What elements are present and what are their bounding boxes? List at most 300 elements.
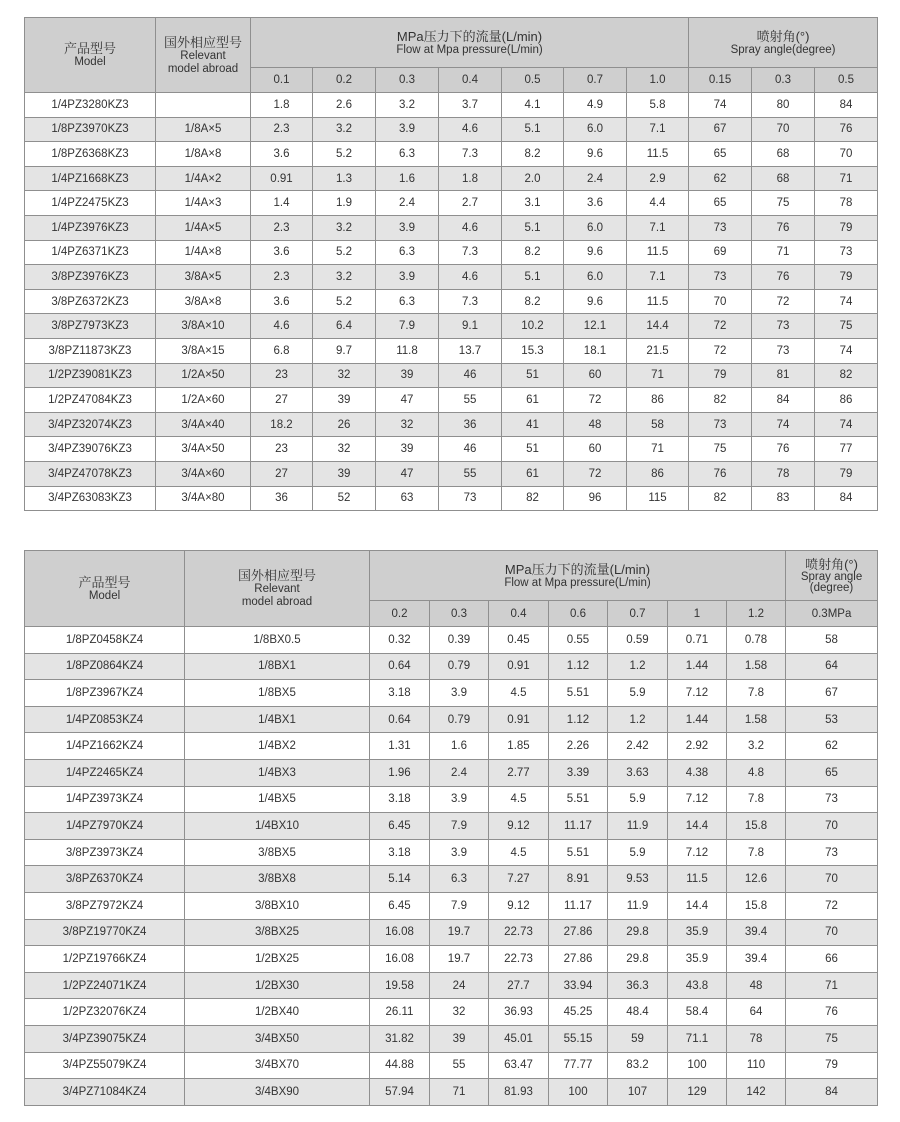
value-cell: 8.2	[502, 289, 564, 314]
model-cell: 3/4PZ55079KZ4	[25, 1052, 185, 1079]
value-cell: 0.71	[668, 627, 727, 654]
value-cell: 71	[430, 1079, 489, 1106]
angle-pressure-header: 0.3MPa	[786, 601, 878, 627]
value-cell: 83	[752, 486, 815, 511]
model-cell: 3/8PZ6370KZ4	[25, 866, 185, 893]
value-cell: 2.4	[564, 166, 627, 191]
value-cell: 7.12	[668, 680, 727, 707]
value-cell: 24	[430, 972, 489, 999]
value-cell: 65	[689, 191, 752, 216]
value-cell: 3.2	[313, 117, 376, 142]
value-cell: 7.9	[430, 813, 489, 840]
value-cell: 26	[313, 412, 376, 437]
value-cell: 63	[376, 486, 439, 511]
table-row	[25, 240, 878, 265]
value-cell: 0.79	[430, 653, 489, 680]
value-cell: 11.9	[608, 892, 668, 919]
value-cell: 1.31	[370, 733, 430, 760]
table-row	[25, 1025, 878, 1052]
value-cell: 36	[251, 486, 313, 511]
value-cell: 6.3	[430, 866, 489, 893]
value-cell: 7.8	[727, 786, 786, 813]
value-cell: 44.88	[370, 1052, 430, 1079]
table-row	[25, 1052, 878, 1079]
value-cell: 23	[251, 363, 313, 388]
value-cell: 71	[752, 240, 815, 265]
value-cell: 9.12	[489, 813, 549, 840]
value-cell: 31.82	[370, 1025, 430, 1052]
value-cell: 1.3	[313, 166, 376, 191]
value-cell: 2.4	[430, 759, 489, 786]
value-cell: 142	[727, 1079, 786, 1106]
value-cell: 2.0	[502, 166, 564, 191]
value-cell: 4.5	[489, 786, 549, 813]
value-cell: 3.1	[502, 191, 564, 216]
table-row	[25, 191, 878, 216]
model-cell: 3/4PZ71084KZ4	[25, 1079, 185, 1106]
value-cell: 60	[564, 363, 627, 388]
model-cell: 3/4PZ47078KZ3	[25, 461, 156, 486]
pressure-header: 0.1	[251, 68, 313, 93]
value-cell: 9.1	[439, 314, 502, 339]
value-cell: 79	[815, 265, 878, 290]
value-cell: 83.2	[608, 1052, 668, 1079]
value-cell: 79	[786, 1052, 878, 1079]
abroad-model-cell: 3/4A×40	[156, 412, 251, 437]
abroad-model-cell: 1/8BX1	[185, 653, 370, 680]
value-cell: 67	[689, 117, 752, 142]
value-cell: 73	[752, 338, 815, 363]
value-cell: 71.1	[668, 1025, 727, 1052]
table-row	[25, 486, 878, 511]
angle-pressure-header: 0.3	[752, 68, 815, 93]
table-row	[25, 412, 878, 437]
value-cell: 78	[752, 461, 815, 486]
value-cell: 70	[786, 813, 878, 840]
value-cell: 39	[430, 1025, 489, 1052]
value-cell: 86	[627, 388, 689, 413]
value-cell: 7.1	[627, 117, 689, 142]
model-cell: 1/4PZ0853KZ4	[25, 706, 185, 733]
value-cell: 27.7	[489, 972, 549, 999]
value-cell: 4.38	[668, 759, 727, 786]
value-cell: 73	[689, 215, 752, 240]
value-cell: 36.3	[608, 972, 668, 999]
value-cell: 48	[727, 972, 786, 999]
value-cell: 19.58	[370, 972, 430, 999]
pressure-header: 0.4	[439, 68, 502, 93]
value-cell: 76	[815, 117, 878, 142]
table-row	[25, 289, 878, 314]
value-cell: 26.11	[370, 999, 430, 1026]
value-cell: 1.58	[727, 706, 786, 733]
value-cell: 46	[439, 437, 502, 462]
value-cell: 32	[313, 437, 376, 462]
value-cell: 3.6	[251, 142, 313, 167]
flow-header: MPa压力下的流量(L/min) Flow at Mpa pressure(L/min)	[370, 551, 786, 601]
value-cell: 16.08	[370, 919, 430, 946]
value-cell: 55	[439, 388, 502, 413]
value-cell: 71	[786, 972, 878, 999]
abroad-model-cell: 3/8BX10	[185, 892, 370, 919]
pressure-header: 0.4	[489, 601, 549, 627]
model-cell: 1/2PZ39081KZ3	[25, 363, 156, 388]
value-cell: 32	[313, 363, 376, 388]
value-cell: 2.3	[251, 215, 313, 240]
value-cell: 7.9	[376, 314, 439, 339]
abroad-model-cell: 1/8BX0.5	[185, 627, 370, 654]
value-cell: 100	[549, 1079, 608, 1106]
abroad-model-cell: 3/8BX5	[185, 839, 370, 866]
abroad-model-cell: 1/2BX40	[185, 999, 370, 1026]
model-cell: 1/4PZ1668KZ3	[25, 166, 156, 191]
model-cell: 3/8PZ7973KZ3	[25, 314, 156, 339]
value-cell: 33.94	[549, 972, 608, 999]
value-cell: 79	[689, 363, 752, 388]
value-cell: 5.51	[549, 680, 608, 707]
value-cell: 23	[251, 437, 313, 462]
table-row	[25, 1079, 878, 1106]
value-cell: 59	[608, 1025, 668, 1052]
value-cell: 11.17	[549, 892, 608, 919]
value-cell: 5.14	[370, 866, 430, 893]
value-cell: 1.2	[608, 653, 668, 680]
value-cell: 70	[786, 866, 878, 893]
value-cell: 1.9	[313, 191, 376, 216]
value-cell: 1.6	[376, 166, 439, 191]
value-cell: 100	[668, 1052, 727, 1079]
value-cell: 27	[251, 388, 313, 413]
value-cell: 39	[313, 388, 376, 413]
value-cell: 72	[564, 461, 627, 486]
value-cell: 115	[627, 486, 689, 511]
abroad-model-cell: 3/4A×60	[156, 461, 251, 486]
model-cell: 3/8PZ11873KZ3	[25, 338, 156, 363]
table-row	[25, 839, 878, 866]
value-cell: 82	[502, 486, 564, 511]
pressure-header: 0.7	[608, 601, 668, 627]
table-row	[25, 93, 878, 118]
value-cell: 72	[689, 338, 752, 363]
value-cell: 1.4	[251, 191, 313, 216]
value-cell: 3.7	[439, 93, 502, 118]
model-cell: 3/8PZ19770KZ4	[25, 919, 185, 946]
value-cell: 53	[786, 706, 878, 733]
value-cell: 48.4	[608, 999, 668, 1026]
value-cell: 76	[752, 215, 815, 240]
value-cell: 68	[752, 142, 815, 167]
abroad-model-cell: 3/4BX90	[185, 1079, 370, 1106]
value-cell: 73	[689, 265, 752, 290]
pressure-header: 0.3	[376, 68, 439, 93]
value-cell: 4.5	[489, 680, 549, 707]
value-cell: 82	[815, 363, 878, 388]
model-cell: 1/2PZ47084KZ3	[25, 388, 156, 413]
abroad-model-cell: 1/4BX5	[185, 786, 370, 813]
value-cell: 7.3	[439, 142, 502, 167]
table-row	[25, 461, 878, 486]
value-cell: 11.5	[627, 240, 689, 265]
value-cell: 7.8	[727, 680, 786, 707]
value-cell: 55.15	[549, 1025, 608, 1052]
model-cell: 1/8PZ6368KZ3	[25, 142, 156, 167]
value-cell: 1.85	[489, 733, 549, 760]
value-cell: 18.1	[564, 338, 627, 363]
value-cell: 1.96	[370, 759, 430, 786]
value-cell: 72	[564, 388, 627, 413]
value-cell: 0.64	[370, 653, 430, 680]
value-cell: 4.5	[489, 839, 549, 866]
model-cell: 1/8PZ3970KZ3	[25, 117, 156, 142]
pressure-header: 1.0	[627, 68, 689, 93]
abroad-model-cell: 1/2BX25	[185, 946, 370, 973]
value-cell: 74	[815, 412, 878, 437]
value-cell: 16.08	[370, 946, 430, 973]
flow-header: MPa压力下的流量(L/min) Flow at Mpa pressure(L/min)	[251, 18, 689, 68]
table-row	[25, 892, 878, 919]
abroad-model-cell: 3/4BX50	[185, 1025, 370, 1052]
value-cell: 12.6	[727, 866, 786, 893]
pressure-header: 1	[668, 601, 727, 627]
value-cell: 78	[815, 191, 878, 216]
value-cell: 1.6	[430, 733, 489, 760]
value-cell: 2.42	[608, 733, 668, 760]
value-cell: 27.86	[549, 946, 608, 973]
abroad-model-cell	[156, 93, 251, 118]
value-cell: 6.3	[376, 240, 439, 265]
value-cell: 1.8	[439, 166, 502, 191]
table-row	[25, 363, 878, 388]
value-cell: 14.4	[668, 892, 727, 919]
value-cell: 0.45	[489, 627, 549, 654]
value-cell: 73	[786, 839, 878, 866]
value-cell: 13.7	[439, 338, 502, 363]
value-cell: 73	[786, 786, 878, 813]
value-cell: 0.55	[549, 627, 608, 654]
value-cell: 0.91	[251, 166, 313, 191]
value-cell: 75	[752, 191, 815, 216]
abroad-model-cell: 3/8A×15	[156, 338, 251, 363]
value-cell: 70	[815, 142, 878, 167]
value-cell: 69	[689, 240, 752, 265]
model-cell: 3/4PZ32074KZ3	[25, 412, 156, 437]
abroad-model-cell: 1/4A×8	[156, 240, 251, 265]
table-row	[25, 999, 878, 1026]
value-cell: 73	[752, 314, 815, 339]
value-cell: 0.91	[489, 706, 549, 733]
value-cell: 81	[752, 363, 815, 388]
value-cell: 1.8	[251, 93, 313, 118]
value-cell: 57.94	[370, 1079, 430, 1106]
value-cell: 6.0	[564, 117, 627, 142]
model-cell: 3/4PZ39075KZ4	[25, 1025, 185, 1052]
value-cell: 5.9	[608, 786, 668, 813]
value-cell: 76	[786, 999, 878, 1026]
value-cell: 80	[752, 93, 815, 118]
value-cell: 0.91	[489, 653, 549, 680]
value-cell: 5.2	[313, 289, 376, 314]
value-cell: 65	[786, 759, 878, 786]
value-cell: 4.9	[564, 93, 627, 118]
abroad-model-cell: 3/8A×10	[156, 314, 251, 339]
value-cell: 10.2	[502, 314, 564, 339]
abroad-model-cell: 3/8A×8	[156, 289, 251, 314]
value-cell: 0.59	[608, 627, 668, 654]
model-cell: 3/8PZ3973KZ4	[25, 839, 185, 866]
value-cell: 58.4	[668, 999, 727, 1026]
table-row	[25, 972, 878, 999]
abroad-model-cell: 1/4A×3	[156, 191, 251, 216]
model-cell: 1/4PZ2475KZ3	[25, 191, 156, 216]
abroad-model-cell: 1/8A×5	[156, 117, 251, 142]
value-cell: 2.77	[489, 759, 549, 786]
value-cell: 7.3	[439, 240, 502, 265]
value-cell: 3.18	[370, 786, 430, 813]
value-cell: 39	[376, 363, 439, 388]
table-row	[25, 653, 878, 680]
value-cell: 76	[689, 461, 752, 486]
value-cell: 3.2	[376, 93, 439, 118]
value-cell: 39	[313, 461, 376, 486]
model-cell: 3/8PZ6372KZ3	[25, 289, 156, 314]
value-cell: 9.6	[564, 240, 627, 265]
value-cell: 51	[502, 437, 564, 462]
value-cell: 15.3	[502, 338, 564, 363]
value-cell: 55	[439, 461, 502, 486]
value-cell: 6.3	[376, 142, 439, 167]
value-cell: 39	[376, 437, 439, 462]
value-cell: 19.7	[430, 919, 489, 946]
value-cell: 9.7	[313, 338, 376, 363]
value-cell: 60	[564, 437, 627, 462]
value-cell: 5.2	[313, 142, 376, 167]
abroad-model-cell: 3/8BX8	[185, 866, 370, 893]
value-cell: 77.77	[549, 1052, 608, 1079]
value-cell: 7.27	[489, 866, 549, 893]
model-cell: 1/8PZ0864KZ4	[25, 653, 185, 680]
value-cell: 3.6	[251, 289, 313, 314]
value-cell: 79	[815, 461, 878, 486]
value-cell: 11.8	[376, 338, 439, 363]
pressure-header: 0.7	[564, 68, 627, 93]
value-cell: 1.12	[549, 706, 608, 733]
value-cell: 3.2	[313, 215, 376, 240]
value-cell: 2.3	[251, 265, 313, 290]
value-cell: 5.9	[608, 680, 668, 707]
value-cell: 22.73	[489, 946, 549, 973]
model-cell: 1/8PZ3967KZ4	[25, 680, 185, 707]
value-cell: 65	[689, 142, 752, 167]
value-cell: 5.1	[502, 215, 564, 240]
abroad-model-cell: 3/4A×50	[156, 437, 251, 462]
value-cell: 27	[251, 461, 313, 486]
value-cell: 3.9	[430, 839, 489, 866]
table-row	[25, 437, 878, 462]
table-row	[25, 314, 878, 339]
value-cell: 55	[430, 1052, 489, 1079]
value-cell: 5.1	[502, 117, 564, 142]
value-cell: 4.6	[439, 265, 502, 290]
value-cell: 3.9	[376, 265, 439, 290]
value-cell: 1.44	[668, 706, 727, 733]
value-cell: 19.7	[430, 946, 489, 973]
value-cell: 73	[815, 240, 878, 265]
value-cell: 84	[786, 1079, 878, 1106]
value-cell: 5.8	[627, 93, 689, 118]
value-cell: 1.44	[668, 653, 727, 680]
model-cell: 1/4PZ7970KZ4	[25, 813, 185, 840]
value-cell: 0.79	[430, 706, 489, 733]
value-cell: 71	[815, 166, 878, 191]
abroad-model-cell: 1/2A×60	[156, 388, 251, 413]
value-cell: 32	[376, 412, 439, 437]
value-cell: 4.1	[502, 93, 564, 118]
value-cell: 6.4	[313, 314, 376, 339]
value-cell: 11.5	[627, 142, 689, 167]
model-cell: 1/2PZ32076KZ4	[25, 999, 185, 1026]
value-cell: 67	[786, 680, 878, 707]
abroad-model-cell: 1/4A×5	[156, 215, 251, 240]
value-cell: 3.63	[608, 759, 668, 786]
value-cell: 15.8	[727, 892, 786, 919]
model-cell: 1/8PZ0458KZ4	[25, 627, 185, 654]
value-cell: 2.9	[627, 166, 689, 191]
value-cell: 70	[689, 289, 752, 314]
angle-pressure-header: 0.15	[689, 68, 752, 93]
value-cell: 11.5	[668, 866, 727, 893]
value-cell: 74	[815, 338, 878, 363]
value-cell: 39.4	[727, 946, 786, 973]
value-cell: 4.6	[439, 117, 502, 142]
value-cell: 129	[668, 1079, 727, 1106]
value-cell: 78	[727, 1025, 786, 1052]
angle-pressure-header: 0.5	[815, 68, 878, 93]
value-cell: 47	[376, 461, 439, 486]
abroad-model-cell: 1/8A×8	[156, 142, 251, 167]
spray-angle-header: 喷射角(°) Spray angle(degree)	[689, 18, 878, 68]
table-row	[25, 142, 878, 167]
value-cell: 2.92	[668, 733, 727, 760]
value-cell: 72	[689, 314, 752, 339]
table-row	[25, 946, 878, 973]
value-cell: 12.1	[564, 314, 627, 339]
value-cell: 46	[439, 363, 502, 388]
value-cell: 8.91	[549, 866, 608, 893]
abroad-model-cell: 3/8BX25	[185, 919, 370, 946]
nozzle-spec-table-kz4	[24, 550, 878, 1106]
table-row	[25, 919, 878, 946]
value-cell: 64	[786, 653, 878, 680]
value-cell: 6.3	[376, 289, 439, 314]
abroad-model-cell: 3/8A×5	[156, 265, 251, 290]
pressure-header: 0.3	[430, 601, 489, 627]
value-cell: 1.12	[549, 653, 608, 680]
value-cell: 8.2	[502, 142, 564, 167]
value-cell: 4.8	[727, 759, 786, 786]
table-row	[25, 706, 878, 733]
abroad-model-cell: 1/4BX2	[185, 733, 370, 760]
table-row	[25, 733, 878, 760]
value-cell: 75	[689, 437, 752, 462]
value-cell: 9.6	[564, 142, 627, 167]
value-cell: 3.39	[549, 759, 608, 786]
model-header: 产品型号 Model	[25, 551, 185, 627]
value-cell: 7.1	[627, 265, 689, 290]
value-cell: 86	[815, 388, 878, 413]
value-cell: 0.64	[370, 706, 430, 733]
value-cell: 107	[608, 1079, 668, 1106]
pressure-header: 1.2	[727, 601, 786, 627]
